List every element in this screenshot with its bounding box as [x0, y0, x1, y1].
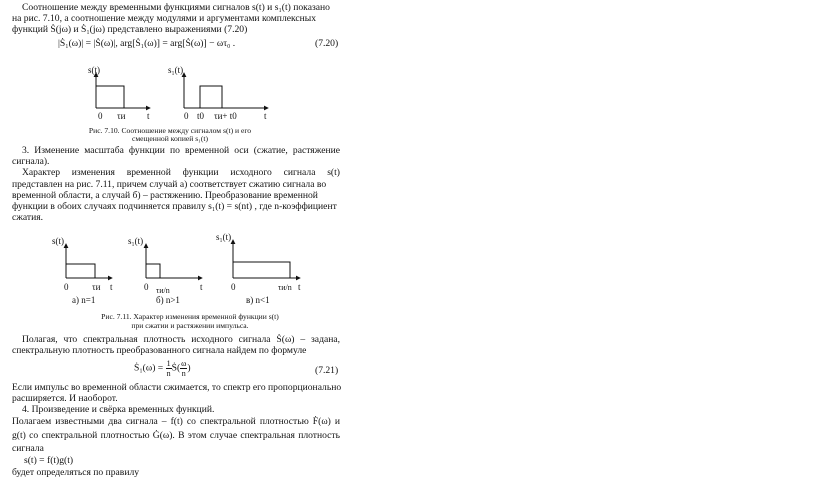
- para6-line4: сигнала: [12, 443, 44, 454]
- para3-line4: представлен на рис. 7.11, причем случай а) соответствует сжатию сигнала во: [12, 179, 327, 190]
- eq721-frac1-den: n: [166, 369, 171, 378]
- fig710-caption-line2: смещенной копией s₁(t): [132, 134, 208, 143]
- fig711c-pulse: [233, 262, 290, 278]
- fig710-left-ylabel: s(t): [88, 65, 100, 75]
- eq721-lhs: Ṡ₁(ω) =: [134, 362, 164, 374]
- fig711b-xtau: τи/n: [156, 286, 170, 295]
- fig710-caption-line1: Рис. 7.10. Соотношение между сигналом s(t) и его: [88, 126, 252, 135]
- fig710-right-x0: 0: [184, 111, 189, 121]
- fig711b-pulse: [146, 264, 160, 278]
- para3-line3: Характер изменения временной функции исходного сигнала s(t): [22, 167, 340, 178]
- fig711b-x0: 0: [144, 282, 149, 292]
- fig710-left-xtau: τи: [117, 111, 126, 121]
- fig711a-label: а) n=1: [72, 295, 96, 305]
- para6-line1: 4. Произведение и свёрка временных функций.: [22, 404, 215, 415]
- fig711c-xt: t: [298, 282, 301, 292]
- fig710-left-x0: 0: [98, 111, 103, 121]
- fig711-caption-line1: Рис. 7.11. Характер изменения временной функции s(t): [101, 312, 279, 321]
- fig711b-xt: t: [200, 282, 203, 292]
- para6-equation: s(t) = f(t)g(t): [24, 455, 74, 466]
- fig710-right-xt0: t0: [197, 111, 205, 121]
- fig710-right-ylabel: s₁(t): [168, 65, 184, 75]
- fig711b-label: б) n>1: [156, 295, 180, 305]
- fig711b-ylabel: s₁(t): [128, 236, 144, 246]
- fig711c-x0: 0: [231, 282, 236, 292]
- eq721-mid: Ṡ(: [171, 362, 181, 374]
- para5-line1: Если импульс во временной области сжимается, то спектр его пропорционально: [12, 382, 342, 393]
- fig711a-ylabel: s(t): [52, 236, 64, 246]
- fig710-right-xt: t: [264, 111, 267, 121]
- eq721-frac2-den: n: [181, 369, 186, 378]
- fig711a-xt: t: [110, 282, 113, 292]
- para3-line1: 3. Изменение масштаба функции по временной оси (сжатие, растяжение: [22, 145, 340, 156]
- fig711c-xtau: τи/n: [278, 283, 292, 292]
- para3-line2: сигнала).: [12, 156, 50, 167]
- fig711c-ylabel: s₁(t): [216, 232, 232, 242]
- equation-7-20: |Ṡ₁(ω)| = |Ṡ(ω)|, arg[Ṡ₁(ω)] = arg[Ṡ(ω)] − ωτ₀ .: [58, 38, 236, 49]
- para3-line5: временной области, а случай б) – растяжению. Преобразование временной: [12, 190, 318, 201]
- para6-line3: g(t) со спектральной плотностью Ġ(ω). В этом случае спектральная плотность: [12, 430, 340, 441]
- para1-line2: на рис. 7.10, а соотношение между модулями и аргументами комплексных: [12, 13, 317, 24]
- para4-line2: спектральную плотность преобразованного сигнала найдем по формуле: [12, 345, 307, 356]
- fig711a-xtau: τи: [92, 282, 101, 292]
- para3-line6: функции в обоих случаях подчиняется правилу s₁(t) = s(nt) , где n-коэффициент: [12, 201, 337, 212]
- equation-7-21: [134, 359, 191, 378]
- fig711c-label: в) n<1: [246, 295, 270, 305]
- para6-line5: будет определяться по правилу: [12, 467, 140, 478]
- fig711a-pulse: [66, 264, 95, 278]
- para1-line1: Соотношение между временными функциями сигналов s(t) и s₁(t) показано: [22, 2, 330, 13]
- eq721-frac1-num: 1: [166, 359, 171, 368]
- para4-line1: Полагая, что спектральная плотность исходного сигнала Ṡ(ω) – задана,: [22, 334, 340, 345]
- para6-line2: Полагаем известными два сигнала – f(t) со спектральной плотностью Ḟ(ω) и: [12, 416, 340, 427]
- fig711-caption-line2: при сжатии и растяжении импульса.: [131, 321, 249, 330]
- eq721-frac2-num: ω: [181, 359, 187, 368]
- fig710-left-xt: t: [147, 111, 150, 121]
- para5-line2: расширяется. И наоборот.: [12, 393, 118, 404]
- para3-line7: сжатия.: [12, 212, 44, 223]
- para1-line3: функций Ṡ(jω) и Ṡ₁(jω) представлено выражениями (7.20): [12, 24, 248, 35]
- equation-7-20-number: (7.20): [315, 38, 339, 49]
- fig710-right-xend: τи+ t0: [214, 111, 237, 121]
- equation-7-21-number: (7.21): [315, 365, 339, 376]
- fig711a-x0: 0: [64, 282, 69, 292]
- eq721-end: ): [187, 362, 191, 374]
